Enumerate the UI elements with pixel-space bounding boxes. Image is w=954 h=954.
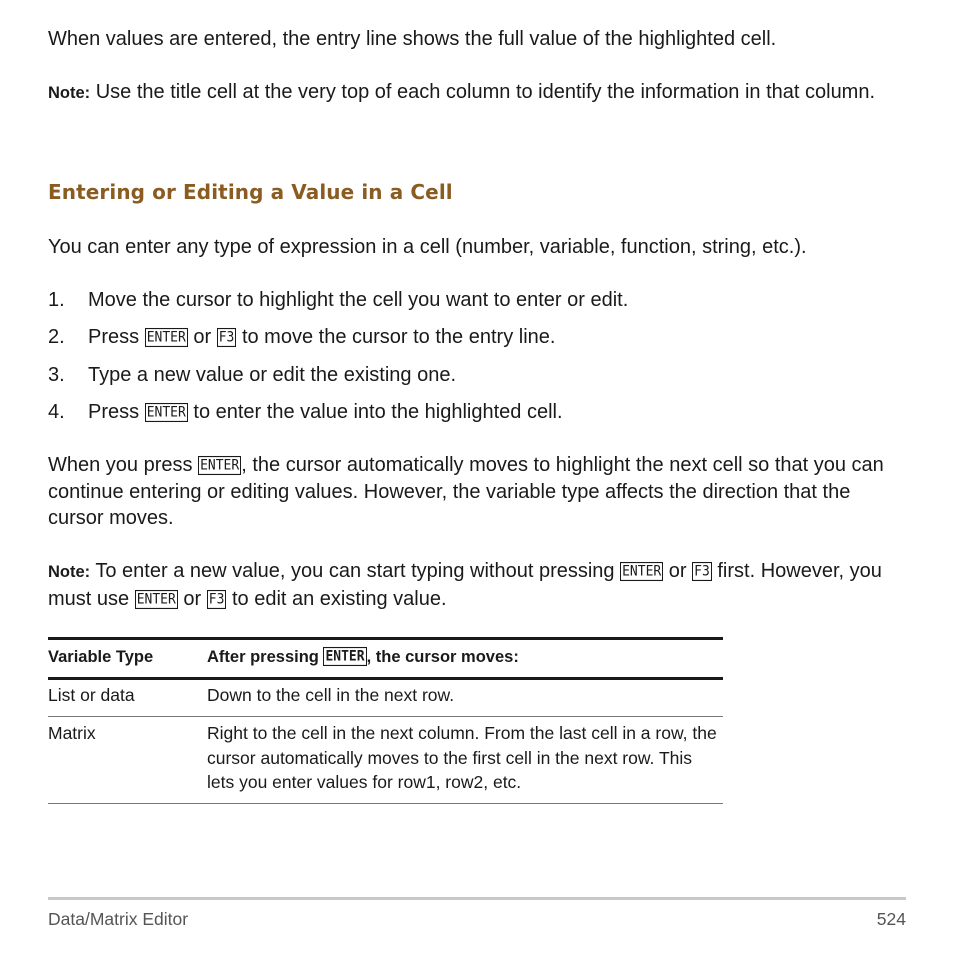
table-header-row (48, 640, 723, 680)
intro-paragraph: When values are entered, the entry line shows the full value of the highlighted cell. (48, 28, 777, 50)
step-number: 4. (48, 401, 65, 423)
note-text: Use the title cell at the very top of each column to identify the information in that column. (90, 81, 876, 103)
step-number: 1. (48, 289, 65, 311)
enter-key-icon: ENTER (146, 404, 186, 421)
step-number: 2. (48, 326, 65, 348)
cell-cursor-behavior: Right to the cell in the next column. From the last cell in a row, the cursor automatically moves to the first cell in the next row. This lets you enter values for row1, row2, etc. (207, 723, 717, 792)
f3-key-icon: F3 (218, 329, 235, 346)
step-4 (48, 399, 563, 425)
step-number: 3. (48, 364, 65, 386)
cell-variable-type: Matrix (48, 723, 96, 743)
cursor-movement-table (48, 637, 723, 804)
enter-key-icon: ENTER (136, 590, 176, 608)
paragraph-text: When you press (48, 454, 199, 476)
step-1 (48, 287, 628, 313)
enter-key-icon: ENTER (146, 329, 186, 346)
step-text: or (187, 326, 217, 348)
table-row (48, 680, 723, 717)
section-heading: Entering or Editing a Value in a Cell (48, 180, 453, 204)
header-text: , the cursor moves: (366, 648, 519, 666)
header-cursor-moves (207, 645, 723, 677)
header-text: After pressing (207, 648, 324, 666)
footer-section-title: Data/Matrix Editor (48, 909, 189, 929)
step-text: Press (88, 401, 145, 423)
note-label: Note: (48, 84, 91, 102)
header-variable-type: Variable Type (48, 648, 154, 666)
lead-paragraph: You can enter any type of expression in a cell (number, variable, function, string, etc.). (48, 236, 807, 258)
enter-key-icon: ENTER (622, 563, 662, 580)
page-number: 524 (876, 909, 906, 929)
note-text: to edit an existing value. (226, 587, 447, 610)
cell-variable-type: List or data (48, 685, 135, 705)
f3-key-icon: F3 (208, 590, 225, 608)
paragraph-text: , the cursor automatically moves to highlight the next cell so that you can continue entering or editing values. However, the variable type affects the direction that the cursor moves. (48, 454, 884, 529)
note-text: or (177, 587, 207, 610)
step-text: to move the cursor to the entry line. (236, 326, 556, 348)
step-3 (48, 362, 456, 388)
step-text: Move the cursor to highlight the cell you want to enter or edit. (88, 289, 629, 311)
step-text: Type a new value or edit the existing one. (88, 364, 457, 386)
note-text: or (663, 560, 693, 582)
note-paragraph-2 (48, 558, 908, 612)
step-text: Press (88, 326, 145, 348)
cursor-paragraph (48, 452, 908, 532)
f3-key-icon: F3 (694, 563, 710, 580)
footer-divider (48, 897, 906, 900)
enter-key-icon: ENTER (325, 648, 365, 665)
table-row (48, 717, 723, 804)
step-2 (48, 324, 555, 350)
step-text: to enter the value into the highlighted cell. (187, 401, 563, 423)
cell-cursor-behavior: Down to the cell in the next row. (207, 685, 455, 705)
note-text: first. However, you must use (48, 560, 882, 610)
note-label: Note: (48, 563, 91, 581)
note-paragraph-1 (48, 79, 908, 107)
note-text: To enter a new value, you can start typing without pressing (90, 560, 621, 582)
enter-key-icon: ENTER (200, 457, 240, 474)
